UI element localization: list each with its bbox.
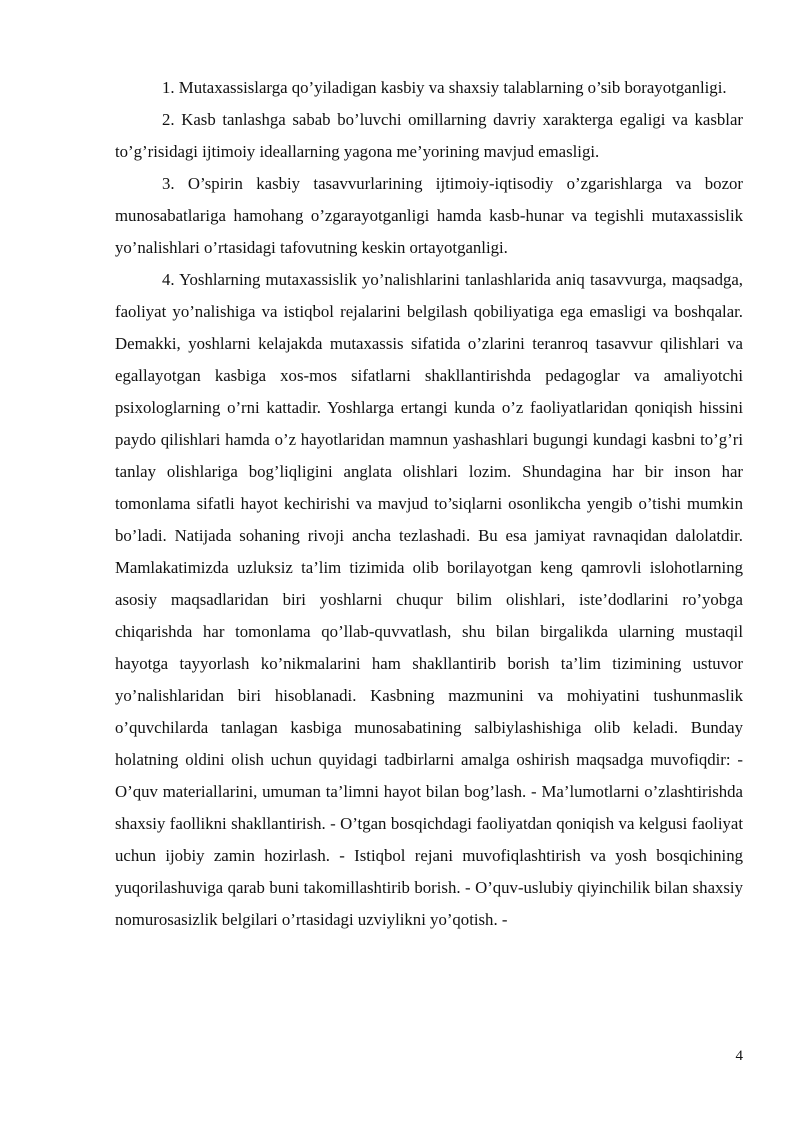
paragraph-item-3: 3. O’spirin kasbiy tasavvurlarining ijtimoiy-iqtisodiy o’zgarishlarga va bozor munosabatlariga hamohang o’zgarayotganligi hamda kasb-hunar va tegishli mutaxassislik yo’nalishlari o’rtasidagi tafovutning keskin ortayotganligi. (115, 174, 743, 257)
paragraph-item-2: 2. Kasb tanlashga sabab bo’luvchi omillarning davriy xarakterga egaligi va kasblar to’g’risidagi ijtimoiy ideallarning yagona me’yorining mavjud emasligi. (115, 110, 743, 161)
paragraph-item-1: 1. Mutaxassislarga qo’yiladigan kasbiy va shaxsiy talablarning o’sib borayotganligi. (162, 78, 727, 97)
page-number: 4 (735, 1048, 743, 1064)
page-body-text (115, 72, 743, 936)
paragraph-item-4: 4. Yoshlarning mutaxassislik yo’nalishlarini tanlashlarida aniq tasavvurga, maqsadga, faoliyat yo’nalishiga va istiqbol rejalarini belgilash qobiliyatiga ega emasligi va boshqalar. Demakki, yoshlarni kelajakda mutaxassis sifatida o’zlarini teranroq tasavvur qilishlari va egallayotgan kasbiga xos-mos sifatlarni shakllantirishda pedagoglar va amaliyotchi psixologlarning o’rni kattadir. Yoshlarga ertangi kunda o’z faoliyatlaridan qoniqish hissini paydo qilishlari hamda o’z hayotlaridan mamnun yashashlari bugungi kundagi kasbni to’g’ri tanlay olishlariga bog’liqligini anglata olishlari lozim. Shundagina har bir inson har tomonlama sifatli hayot kechirishi va mavjud to’siqlarni osonlikcha yengib o’tishi mumkin bo’ladi. Natijada sohaning rivoji ancha tezlashadi. Bu esa jamiyat ravnaqidan dalolatdir. Mamlakatimizda uzluksiz ta’lim tizimida olib borilayotgan keng qamrovli islohotlarning asosiy maqsadlaridan biri yoshlarni chuqur bilim olishlari, iste’dodlarini ro’yobga chiqarishda har tomonlama qo’llab-quvvatlash, shu bilan birgalikda ularning mustaqil hayotga tayyorlash ko’nikmalarini ham shakllantirib borish ta’lim tizimining ustuvor yo’nalishlaridan biri hisoblanadi. Kasbning mazmunini va mohiyatini tushunmaslik o’quvchilarda tanlagan kasbiga munosabatining salbiylashishiga olib keladi. Bunday holatning oldini olish uchun quyidagi tadbirlarni amalga oshirish maqsadga muvofiqdir: - O’quv materiallarini, umuman ta’limni hayot bilan bog’lash. - Ma’lumotlarni o’zlashtirishda shaxsiy faollikni shakllantirish. - O’tgan bosqichdagi faoliyatdan qoniqish va kelgusi faoliyat uchun ijobiy zamin hozirlash. - Istiqbol rejani muvofiqlashtirish va yosh bosqichining yuqorilashuviga qarab buni takomillashtirib borish. - O’quv-uslubiy qiyinchilik bilan shaxsiy nomurosasizlik belgilari o’rtasidagi uzviylikni yo’qotish. - (115, 270, 743, 929)
